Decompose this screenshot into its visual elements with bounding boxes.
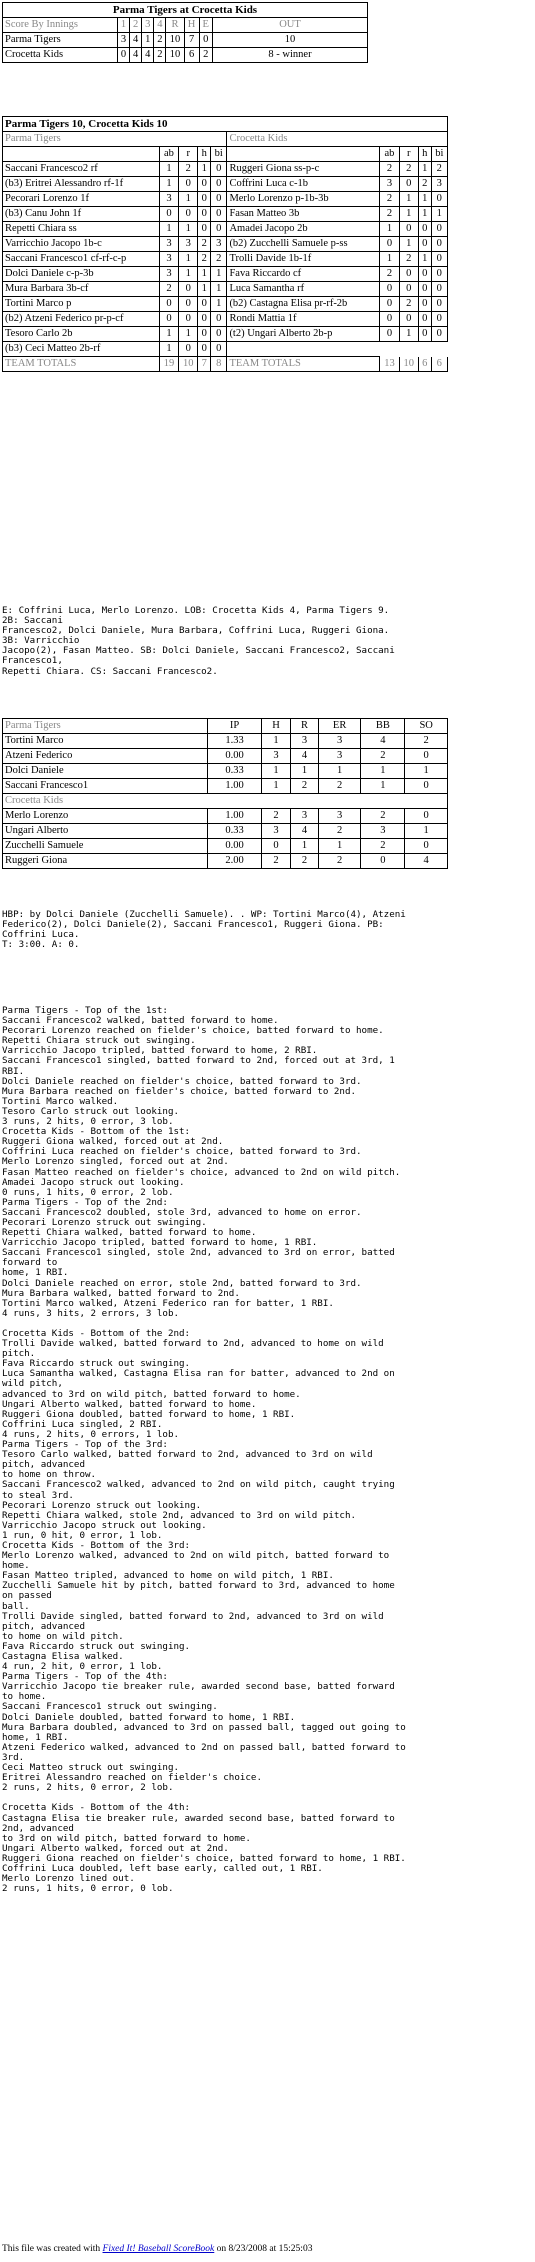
stat-cell: 0	[399, 312, 418, 327]
stat-cell: 0	[179, 207, 198, 222]
runs-total: 10	[166, 33, 184, 48]
boxscore-row	[3, 192, 448, 207]
stat-cell: 0	[405, 779, 448, 794]
player-name: Coffrini Luca c-1b	[227, 177, 380, 192]
player-name: Repetti Chiara ss	[3, 222, 160, 237]
stat-cell: 1	[198, 267, 211, 282]
home-team-header: Crocetta Kids	[227, 132, 448, 147]
stat-cell: 0	[159, 207, 178, 222]
stat-cell: 1	[318, 839, 361, 854]
stat-cell: 1	[179, 222, 198, 237]
linescore-table	[2, 2, 368, 63]
stat-cell: 1	[399, 192, 418, 207]
col-header: r	[179, 147, 198, 162]
inning-header: 1	[118, 18, 130, 33]
boxscore-row	[3, 342, 448, 357]
player-name: (t2) Ungari Alberto 2b-p	[227, 327, 380, 342]
stat-cell: 1	[262, 764, 291, 779]
empty-cell	[227, 342, 380, 357]
stat-cell: 1	[179, 252, 198, 267]
stat-cell: 0	[198, 207, 211, 222]
stat-cell: 0	[211, 342, 227, 357]
player-name: Dolci Daniele c-p-3b	[3, 267, 160, 282]
col-header: r	[399, 147, 418, 162]
stat-cell: 2	[431, 162, 447, 177]
stat-cell: 1	[291, 764, 319, 779]
player-name: Pecorari Lorenzo 1f	[3, 192, 160, 207]
stat-cell: 0	[198, 327, 211, 342]
inning-score: 0	[118, 48, 130, 63]
stat-cell: 1	[380, 252, 399, 267]
hits-total: 7	[184, 33, 199, 48]
stat-cell: 0	[262, 839, 291, 854]
stat-cell: 0	[179, 282, 198, 297]
inning-score: 4	[142, 48, 154, 63]
stat-cell: 2	[179, 162, 198, 177]
inning-score: 1	[142, 33, 154, 48]
inning-score: 2	[154, 33, 166, 48]
stat-cell: 1	[399, 207, 418, 222]
stat-cell: 0	[399, 222, 418, 237]
batting-notes: E: Coffrini Luca, Merlo Lorenzo. LOB: Crocetta Kids 4, Parma Tigers 9. 2B: Saccani Francesco2, Dolci Daniele, Mura Barbara, Coffrini Luca, Ruggeri Giona. 3B: Varricchio Jacopo(2), Fasan Matteo. SB: Dolci Daniele, Saccani Francesco2, Saccani Francesco1, Repetti Chiara. CS: Saccani Francesco2.	[2, 605, 395, 677]
player-name: (b2) Atzeni Federico pr-p-cf	[3, 312, 160, 327]
col-header: SO	[405, 719, 448, 734]
boxscore-row	[3, 207, 448, 222]
stat-cell: 0	[380, 237, 399, 252]
stat-cell: 0	[431, 267, 447, 282]
stat-cell: 1	[159, 162, 178, 177]
stat-cell: 0	[159, 312, 178, 327]
stat-cell: 0	[399, 282, 418, 297]
home-total: 10	[399, 357, 418, 372]
pitcher-row	[3, 854, 448, 869]
stat-cell: 1	[179, 267, 198, 282]
stat-cell: 0	[431, 237, 447, 252]
player-name: Tortini Marco p	[3, 297, 160, 312]
player-name: Ruggeri Giona ss-p-c	[227, 162, 380, 177]
footer-prefix: This file was created with	[2, 2244, 101, 2254]
stat-cell: 0	[380, 282, 399, 297]
stat-cell: 1	[159, 342, 178, 357]
boxscore-row	[3, 252, 448, 267]
pitcher-name: Zucchelli Samuele	[3, 839, 208, 854]
stat-cell: 0	[418, 312, 431, 327]
stat-cell: 2	[361, 809, 405, 824]
stat-cell: 1	[418, 252, 431, 267]
stat-cell: 0	[159, 297, 178, 312]
stat-cell: 3	[211, 237, 227, 252]
home-pitching-header: Crocetta Kids	[3, 794, 448, 809]
away-total: 10	[179, 357, 198, 372]
out-value: 8 - winner	[213, 48, 368, 63]
boxscore-row	[3, 177, 448, 192]
col-header: H	[262, 719, 291, 734]
empty-cell	[431, 342, 447, 357]
player-name: Varricchio Jacopo 1b-c	[3, 237, 160, 252]
stat-cell: 3	[431, 177, 447, 192]
stat-cell: 0	[405, 809, 448, 824]
stat-cell: 4	[361, 734, 405, 749]
player-name: Luca Samantha rf	[227, 282, 380, 297]
stat-cell: 2	[418, 177, 431, 192]
stat-cell: 0.00	[208, 749, 262, 764]
player-name: (b2) Zucchelli Samuele p-ss	[227, 237, 380, 252]
stat-cell: 2	[198, 237, 211, 252]
stat-cell: 0	[211, 327, 227, 342]
stat-cell: 3	[361, 824, 405, 839]
stat-cell: 3	[159, 237, 178, 252]
stat-cell: 0	[418, 327, 431, 342]
footer-suffix: on 8/23/2008 at 15:25:03	[216, 2244, 313, 2254]
stat-cell: 2	[318, 824, 361, 839]
player-name: Mura Barbara 3b-cf	[3, 282, 160, 297]
stat-cell: 3	[318, 749, 361, 764]
stat-cell: 1	[198, 162, 211, 177]
pitching-table	[2, 718, 448, 869]
stat-cell: 1	[159, 177, 178, 192]
stat-cell: 0	[211, 222, 227, 237]
stat-cell: 1	[431, 207, 447, 222]
stat-cell: 0	[431, 327, 447, 342]
boxscore-row	[3, 327, 448, 342]
pitcher-name: Saccani Francesco1	[3, 779, 208, 794]
stat-cell: 2	[361, 749, 405, 764]
boxscore-row	[3, 237, 448, 252]
stat-cell: 0	[418, 237, 431, 252]
inning-header: 3	[142, 18, 154, 33]
stat-cell: 1	[405, 764, 448, 779]
stat-cell: 0	[211, 162, 227, 177]
stat-cell: 0	[431, 252, 447, 267]
errors-total: 0	[199, 33, 213, 48]
stat-cell: 4	[291, 824, 319, 839]
stat-cell: 2	[380, 162, 399, 177]
stat-cell: 0	[211, 207, 227, 222]
player-name: (b3) Eritrei Alessandro rf-1f	[3, 177, 160, 192]
stat-cell: 0.00	[208, 839, 262, 854]
col-header: ab	[159, 147, 178, 162]
stat-cell: 0	[361, 854, 405, 869]
col-header: h	[198, 147, 211, 162]
player-name: (b3) Ceci Matteo 2b-rf	[3, 342, 160, 357]
stat-cell: 2	[380, 192, 399, 207]
stat-cell: 0	[418, 297, 431, 312]
hits-total: 6	[184, 48, 199, 63]
away-total: 8	[211, 357, 227, 372]
stat-cell: 0.33	[208, 824, 262, 839]
away-team-header: Parma Tigers	[3, 132, 227, 147]
inning-score: 2	[154, 48, 166, 63]
stat-cell: 2	[380, 207, 399, 222]
hits-header: H	[184, 18, 199, 33]
stat-cell: 2	[159, 282, 178, 297]
runs-total: 10	[166, 48, 184, 63]
team-name: Parma Tigers	[3, 33, 118, 48]
stat-cell: 0	[418, 267, 431, 282]
stat-cell: 3	[318, 809, 361, 824]
play-by-play: Parma Tigers - Top of the 1st: Saccani Francesco2 walked, batted forward to home. Pecorari Lorenzo reached on fielder's choice, batted forward to home. Repetti Chiara struck out swinging. Varricchio Jacopo tripled, batted forward to home, 2 RBI. Saccani Francesco1 singled, batted forward to 2nd, forced out at 3rd, 1 RBI. Dolci Daniele reached on fielder's choice, batted forward to 3rd. Mura Barbara reached on fielder's choice, batted forward to 2nd. Tortini Marco walked. Tesoro Carlo struck out looking. 3 runs, 2 hits, 0 error, 3 lob. Crocetta Kids - Bottom of the 1st: Ruggeri Giona walked, forced out at 2nd. Coffrini Luca reached on fielder's choice, batted forward to 3rd. Merlo Lorenzo singled, forced out at 2nd. Fasan Matteo reached on fielder's choice, advanced to 2nd on wild pitch. Amadei Jacopo struck out looking. 0 runs, 1 hits, 0 error, 2 lob. Parma Tigers - Top of the 2nd: Saccani Francesco2 doubled, stole 3rd, advanced to home on error. Pecorari Lorenzo struck out swinging. Repetti Chiara walked, batted forward to home. Varricchio Jacopo tripled, batted forward to home, 1 RBI. Saccani Francesco1 singled, stole 2nd, advanced to 3rd on error, batted forward to home, 1 RBI. Dolci Daniele reached on error, stole 2nd, batted forward to 3rd. Mura Barbara walked, batted forward to 2nd. Tortini Marco walked, Atzeni Federico ran for batter, 1 RBI. 4 runs, 3 hits, 2 errors, 3 lob. Crocetta Kids - Bottom of the 2nd: Trolli Davide walked, batted forward to 2nd, advanced to home on wild pitch. Fava Riccardo struck out swinging. Luca Samantha walked, Castagna Elisa ran for batter, advanced to 2nd on wild pitch, advanced to 3rd on wild pitch, batted forward to home. Ungari Alberto walked, batted forward to home. Ruggeri Giona doubled, batted forward to home, 1 RBI. Coffrini Luca singled, 2 RBI. 4 runs, 2 hits, 0 errors, 1 lob. Parma Tigers - Top of the 3rd: Tesoro Carlo walked, batted forward to 2nd, advanced to 3rd on wild pitch, advanced to home on throw. Saccani Francesco2 walked, advanced to 2nd on wild pitch, caught trying to steal 3rd. Pecorari Lorenzo struck out looking. Repetti Chiara walked, stole 2nd, advanced to 3rd on wild pitch. Varricchio Jacopo struck out looking. 1 run, 0 hit, 0 error, 1 lob. Crocetta Kids - Bottom of the 3rd: Merlo Lorenzo walked, advanced to 2nd on wild pitch, batted forward to home. Fasan Matteo tripled, advanced to home on wild pitch, 1 RBI. Zucchelli Samuele hit by pitch, batted forward to 3rd, advanced to home on passed ball. Trolli Davide singled, batted forward to 2nd, advanced to 3rd on wild pitch, advanced to home on wild pitch. Fava Riccardo struck out swinging. Castagna Elisa walked. 4 run, 2 hit, 0 error, 1 lob. Parma Tigers - Top of the 4th: Varricchio Jacopo tie breaker rule, awarded second base, batted forward to home. Saccani Francesco1 struck out swinging. Dolci Daniele doubled, batted forward to home, 1 RBI. Mura Barbara doubled, advanced to 3rd on passed ball, tagged out going to home, 1 RBI. Atzeni Federico walked, advanced to 2nd on passed ball, batted forward to 3rd. Ceci Matteo struck out swinging. Eritrei Alessandro reached on fielder's choice. 2 runs, 2 hits, 0 error, 2 lob. Crocetta Kids - Bottom of the 4th: Castagna Elisa tie breaker rule, awarded second base, batted forward to 2nd, advanced to 3rd on wild pitch, batted forward to home. Ungari Alberto walked, forced out at 2nd. Ruggeri Giona reached on fielder's choice, batted forward to home, 1 RBI. Coffrini Luca doubled, left base early, called out, 1 RBI. Merlo Lorenzo lined out. 2 runs, 1 hits, 0 error, 0 lob.	[2, 1005, 406, 1895]
stat-cell: 2	[318, 779, 361, 794]
pitcher-row	[3, 824, 448, 839]
home-total: 6	[431, 357, 447, 372]
col-header: bi	[431, 147, 447, 162]
stat-cell: 3	[291, 809, 319, 824]
away-total: 7	[198, 357, 211, 372]
stat-cell: 0	[431, 312, 447, 327]
stat-cell: 0	[198, 297, 211, 312]
stat-cell: 1	[405, 824, 448, 839]
game-notes: HBP: by Dolci Daniele (Zucchelli Samuele). . WP: Tortini Marco(4), Atzeni Federico(2), Dolci Daniele(2), Saccani Francesco1, Ruggeri Giona. PB: Coffrini Luca. T: 3:00. A: 0.	[2, 909, 406, 951]
stat-cell: 2	[318, 854, 361, 869]
col-header: IP	[208, 719, 262, 734]
boxscore-title: Parma Tigers 10, Crocetta Kids 10	[3, 117, 448, 132]
stat-cell: 1	[211, 282, 227, 297]
pitcher-row	[3, 734, 448, 749]
home-total: 13	[380, 357, 399, 372]
empty-cell	[418, 342, 431, 357]
pitcher-name: Merlo Lorenzo	[3, 809, 208, 824]
pitcher-name: Ruggeri Giona	[3, 854, 208, 869]
away-totals-label: TEAM TOTALS	[3, 357, 160, 372]
stat-cell: 1	[179, 192, 198, 207]
stat-cell: 3	[291, 734, 319, 749]
pitcher-name: Dolci Daniele	[3, 764, 208, 779]
home-totals-label: TEAM TOTALS	[227, 357, 380, 372]
stat-cell: 1	[418, 192, 431, 207]
stat-cell: 3	[159, 267, 178, 282]
away-total: 19	[159, 357, 178, 372]
stat-cell: 3	[179, 237, 198, 252]
stat-cell: 3	[318, 734, 361, 749]
team-name: Crocetta Kids	[3, 48, 118, 63]
stat-cell: 1	[418, 162, 431, 177]
away-pitching-header: Parma Tigers	[3, 719, 208, 734]
linescore-title: Parma Tigers at Crocetta Kids	[3, 3, 368, 18]
stat-cell: 3	[262, 824, 291, 839]
stat-cell: 2	[291, 779, 319, 794]
pitcher-row	[3, 764, 448, 779]
boxscore-row	[3, 282, 448, 297]
stat-cell: 2	[211, 252, 227, 267]
stat-cell: 0	[198, 342, 211, 357]
stat-cell: 1	[318, 764, 361, 779]
stat-cell: 2	[361, 839, 405, 854]
stat-cell: 2	[399, 162, 418, 177]
boxscore-row	[3, 162, 448, 177]
stat-cell: 2	[399, 252, 418, 267]
stat-cell: 0	[431, 297, 447, 312]
stat-cell: 1	[399, 327, 418, 342]
stat-cell: 0	[198, 222, 211, 237]
player-name: Fava Riccardo cf	[227, 267, 380, 282]
stat-cell: 0	[405, 839, 448, 854]
col-header: R	[291, 719, 319, 734]
stat-cell: 0	[380, 327, 399, 342]
errors-header: E	[199, 18, 213, 33]
linescore-row	[3, 33, 368, 48]
stat-cell: 1	[380, 222, 399, 237]
stat-cell: 0	[399, 177, 418, 192]
stat-cell: 1	[262, 734, 291, 749]
stat-cell: 0	[431, 192, 447, 207]
stat-cell: 0	[198, 312, 211, 327]
stat-cell: 0	[179, 297, 198, 312]
stat-cell: 2	[291, 854, 319, 869]
out-header: OUT	[213, 18, 368, 33]
stat-cell: 1	[399, 237, 418, 252]
linescore-row	[3, 48, 368, 63]
stat-cell: 0	[179, 312, 198, 327]
stat-cell: 1	[361, 764, 405, 779]
stat-cell: 1	[159, 327, 178, 342]
col-header: h	[418, 147, 431, 162]
player-name: Tesoro Carlo 2b	[3, 327, 160, 342]
pitcher-row	[3, 839, 448, 854]
stat-cell: 1	[211, 297, 227, 312]
inning-score: 4	[130, 48, 142, 63]
stat-cell: 4	[291, 749, 319, 764]
stat-cell: 0	[179, 177, 198, 192]
player-name: Merlo Lorenzo p-1b-3b	[227, 192, 380, 207]
stat-cell: 3	[159, 252, 178, 267]
boxscore-row	[3, 222, 448, 237]
inning-header: 4	[154, 18, 166, 33]
scorebook-link[interactable]: Fixed It! Baseball ScoreBook	[102, 2244, 215, 2254]
stat-cell: 1	[198, 282, 211, 297]
player-name: Amadei Jacopo 2b	[227, 222, 380, 237]
stat-cell: 0	[399, 267, 418, 282]
player-name: Fasan Matteo 3b	[227, 207, 380, 222]
linescore-header-label: Score By Innings	[3, 18, 118, 33]
stat-cell: 1	[361, 779, 405, 794]
stat-cell: 0.33	[208, 764, 262, 779]
player-name: Saccani Francesco1 cf-rf-c-p	[3, 252, 160, 267]
stat-cell: 2	[405, 734, 448, 749]
errors-total: 2	[199, 48, 213, 63]
pitcher-name: Ungari Alberto	[3, 824, 208, 839]
player-name: Saccani Francesco2 rf	[3, 162, 160, 177]
stat-cell: 1	[159, 222, 178, 237]
stat-cell: 0	[198, 177, 211, 192]
inning-score: 3	[118, 33, 130, 48]
empty-cell	[380, 342, 399, 357]
stat-cell: 4	[405, 854, 448, 869]
stat-cell: 3	[159, 192, 178, 207]
stat-cell: 3	[380, 177, 399, 192]
player-name: (b2) Castagna Elisa pr-rf-2b	[227, 297, 380, 312]
col-header: ER	[318, 719, 361, 734]
pitcher-row	[3, 809, 448, 824]
stat-cell: 3	[262, 749, 291, 764]
stat-cell: 2.00	[208, 854, 262, 869]
stat-cell: 0	[418, 222, 431, 237]
pitcher-row	[3, 749, 448, 764]
player-name: Trolli Davide 1b-1f	[227, 252, 380, 267]
stat-cell: 0	[179, 342, 198, 357]
player-name: Rondi Mattia 1f	[227, 312, 380, 327]
stat-cell: 2	[262, 854, 291, 869]
stat-cell: 0	[405, 749, 448, 764]
stat-cell: 1.00	[208, 809, 262, 824]
stat-cell: 2	[380, 267, 399, 282]
stat-cell: 0	[380, 297, 399, 312]
player-name: (b3) Canu John 1f	[3, 207, 160, 222]
col-header: BB	[361, 719, 405, 734]
boxscore-table	[2, 116, 448, 372]
stat-cell: 1.00	[208, 779, 262, 794]
col-header: bi	[211, 147, 227, 162]
stat-cell: 2	[262, 809, 291, 824]
pitcher-name: Tortini Marco	[3, 734, 208, 749]
inning-header: 2	[130, 18, 142, 33]
stat-cell: 0	[431, 222, 447, 237]
out-value: 10	[213, 33, 368, 48]
boxscore-row	[3, 312, 448, 327]
stat-cell: 0	[380, 312, 399, 327]
stat-cell: 1	[291, 839, 319, 854]
stat-cell: 1	[211, 267, 227, 282]
runs-header: R	[166, 18, 184, 33]
stat-cell: 1	[262, 779, 291, 794]
home-total: 6	[418, 357, 431, 372]
inning-score: 4	[130, 33, 142, 48]
stat-cell: 2	[399, 297, 418, 312]
footer	[2, 2244, 312, 2254]
pitcher-row	[3, 779, 448, 794]
boxscore-row	[3, 297, 448, 312]
stat-cell: 0	[198, 192, 211, 207]
stat-cell: 0	[211, 192, 227, 207]
pitcher-name: Atzeni Federico	[3, 749, 208, 764]
col-header: ab	[380, 147, 399, 162]
stat-cell: 1	[418, 207, 431, 222]
stat-cell: 0	[418, 282, 431, 297]
stat-cell: 1	[179, 327, 198, 342]
stat-cell: 2	[198, 252, 211, 267]
stat-cell: 0	[211, 312, 227, 327]
boxscore-row	[3, 267, 448, 282]
stat-cell: 0	[211, 177, 227, 192]
stat-cell: 0	[431, 282, 447, 297]
empty-cell	[399, 342, 418, 357]
stat-cell: 1.33	[208, 734, 262, 749]
